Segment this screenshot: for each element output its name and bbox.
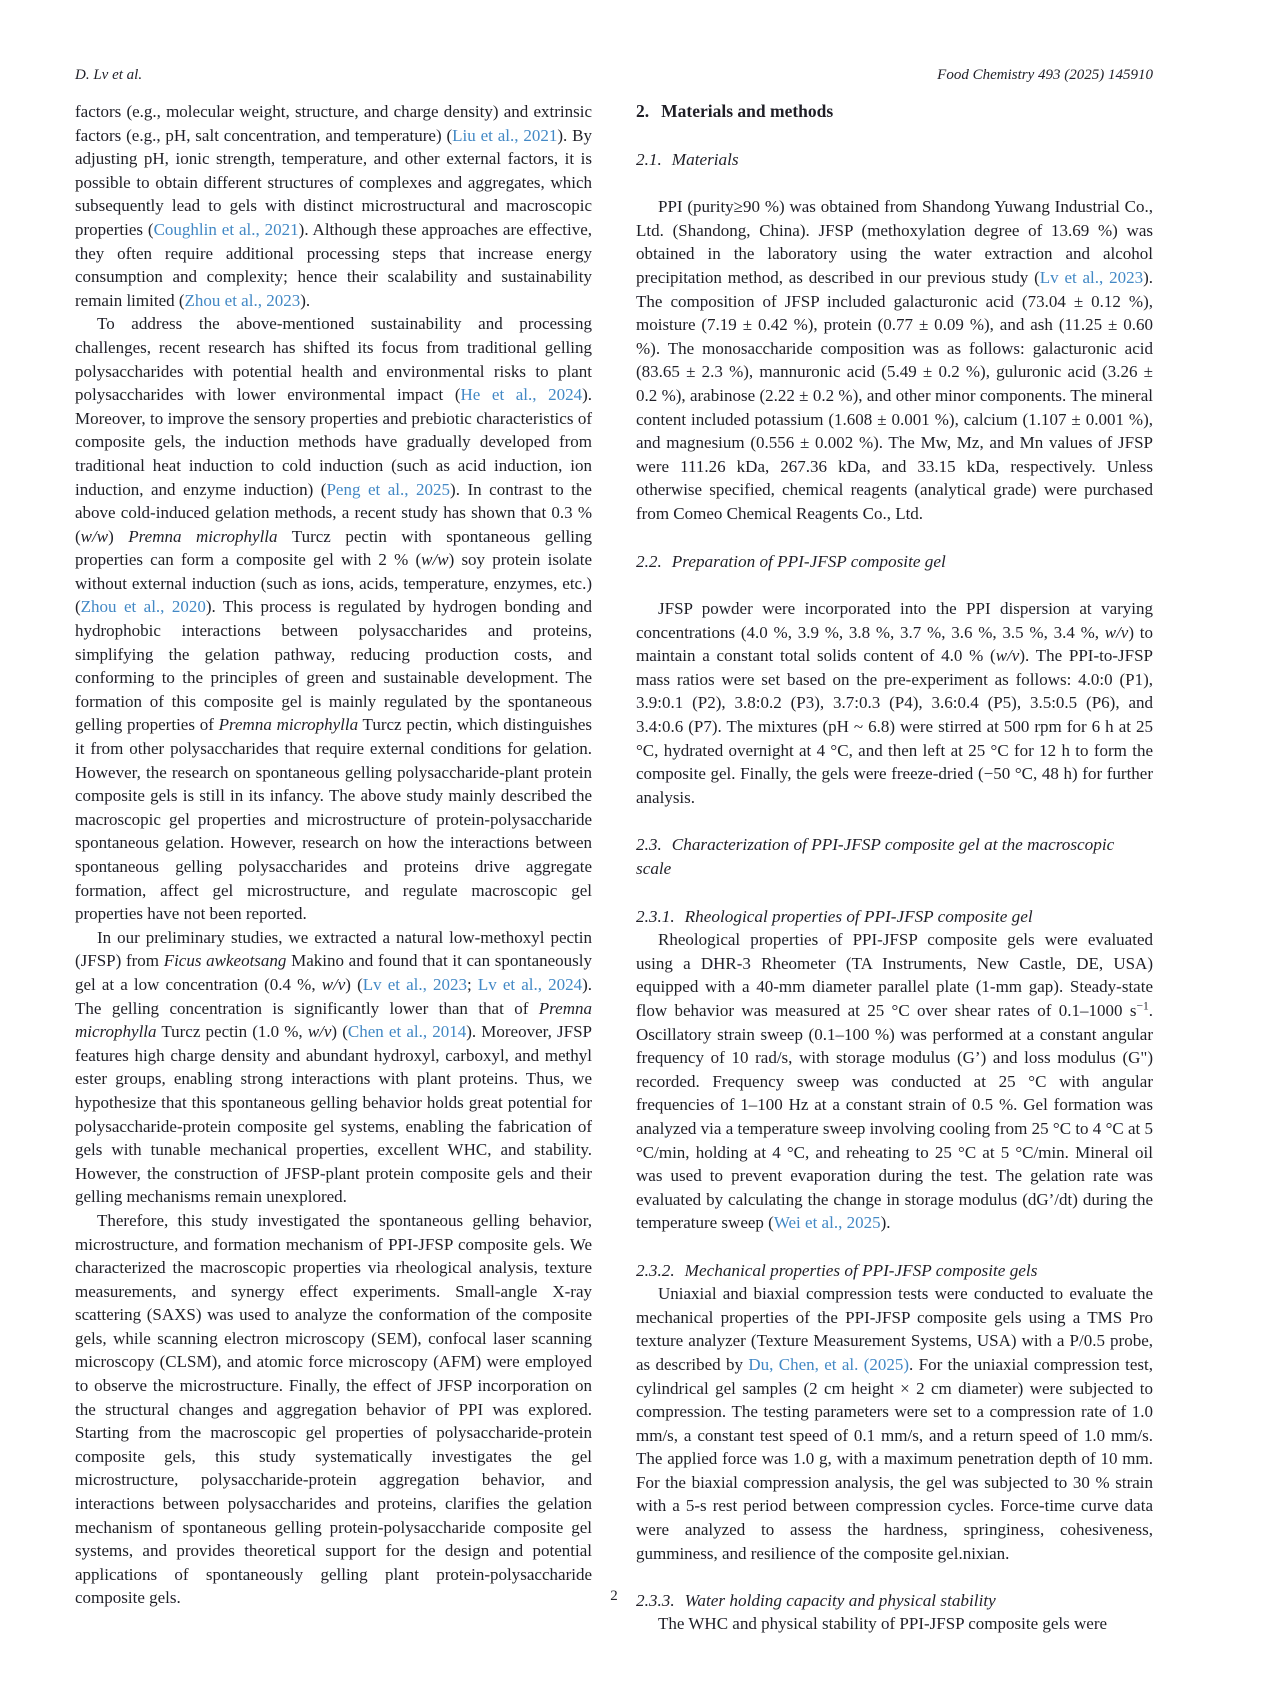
italic-text: w/v bbox=[307, 1022, 332, 1042]
citation-link[interactable]: Lv et al., 2023 bbox=[1039, 267, 1144, 287]
section-heading bbox=[636, 905, 1153, 929]
citation-link[interactable]: Wei et al., 2025 bbox=[773, 1213, 881, 1233]
article-body bbox=[75, 100, 1153, 1636]
section-heading bbox=[636, 1259, 1153, 1283]
section-number: 2.1. bbox=[636, 149, 662, 169]
italic-text: Premna microphylla bbox=[75, 998, 592, 1042]
section-number: 2.3. bbox=[636, 835, 662, 855]
citation-link[interactable]: Peng et al., 2025 bbox=[326, 479, 451, 499]
italic-text: w/w bbox=[421, 550, 449, 570]
paragraph: The WHC and physical stability of PPI-JFSP composite gels were bbox=[658, 1614, 1108, 1634]
header-authors: D. Lv et al. bbox=[75, 67, 143, 83]
section-number: 2.3.3. bbox=[636, 1590, 675, 1610]
paragraph: Rheological properties of PPI-JFSP composite gels were evaluated using a DHR-3 Rheometer (TA Instruments, New Castle, DE, USA) equipped with a 40-mm diameter parallel plate (1-mm gap). Steady-state flow behavior was measured at 25 °C over shear rates of 0.1–1000 $s^{-1}$. Oscillatory strain sweep (0.1–100 %) was performed at a constant angular frequency of 10 rad/s, with storage modulus (G’) and loss modulus (G") recorded. Frequency sweep was conducted at 25 °C with angular frequencies of 1–100 Hz at a constant strain of 0.5 %. Gel formation was analyzed via a temperature sweep involving cooling from 25 °C to 4 °C at 5 °C/min, holding at 4 °C, and reheating to 25 °C at 5 °C/min. Mineral oil was used to prevent evaporation during the test. The gelation rate was evaluated by calculating the change in storage modulus (dG’/dt) during the temperature sweep (Wei et al., 2025). bbox=[636, 930, 1153, 1233]
section-heading bbox=[636, 100, 1153, 124]
section-heading bbox=[636, 148, 1153, 172]
italic-text: w/v bbox=[1104, 622, 1129, 642]
italic-text: w/v bbox=[995, 646, 1020, 666]
section-number: 2.3.1. bbox=[636, 906, 675, 926]
section-title: Rheological properties of PPI-JFSP composite gel bbox=[684, 906, 1033, 926]
italic-text: w/w bbox=[80, 526, 109, 546]
paragraph: In our preliminary studies, we extracted a natural low-methoxyl pectin (JFSP) from Ficus awkeotsang Makino and found that it can spontaneously gel at a low concentration (0.4 %, w/v) (Lv et al., 2023; Lv et al., 2024). The gelling concentration is significantly lower than that of Premna microphylla Turcz pectin (1.0 %, w/v) (Chen et al., 2014). Moreover, JFSP features high charge density and abundant hydroxyl, carboxyl, and methyl ester groups, enabling strong interactions with plant proteins. Thus, we hypothesize that this spontaneous gelling behavior holds great potential for polysaccharide-protein composite gel systems, enabling the fabrication of gels with tunable mechanical properties, excellent WHC, and stability. However, the construction of JFSP-plant protein composite gels and their gelling mechanisms remain unexplored. bbox=[75, 927, 593, 1207]
paragraph: To address the above-mentioned sustainability and processing challenges, recent research has shifted its focus from traditional gelling polysaccharides with potential health and environmental risks to plant polysaccharides with lower environmental impact (He et al., 2024). Moreover, to improve the sensory properties and prebiotic characteristics of composite gels, the induction methods have gradually developed from traditional heat induction to cold induction (such as acid induction, ion induction, and enzyme induction) (Peng et al., 2025). In contrast to the above cold-induced gelation methods, a recent study has shown that 0.3 % (w/w) Premna microphylla Turcz pectin with spontaneous gelling properties can form a composite gel with 2 % (w/w) soy protein isolate without external induction (such as ions, acids, temperature, enzymes, etc.) (Zhou et al., 2020). This process is regulated by hydrogen bonding and hydrophobic interactions between polysaccharides and proteins, simplifying the gelation pathway, reducing production costs, and conforming to the principles of green and sustainable development. The formation of this composite gel is mainly regulated by the spontaneous gelling properties of Premna microphylla Turcz pectin, which distinguishes it from other polysaccharides that require external conditions for gelation. However, the research on spontaneous gelling polysaccharide-plant protein composite gels is still in its infancy. The above study mainly described the macroscopic gel properties and microstructure of protein-polysaccharide spontaneous gelation. However, research on how the interactions between spontaneous gelling polysaccharides and proteins drive aggregate formation, affect gel microstructure, and regulate macroscopic gel properties have not been reported. bbox=[75, 314, 593, 924]
paragraph: PPI (purity≥90 %) was obtained from Shandong Yuwang Industrial Co., Ltd. (Shandong, China). JFSP (methoxylation degree of 13.69 %) was obtained in the laboratory using the water extraction and alcohol precipitation method, as described in our previous study (Lv et al., 2023). The composition of JFSP included galacturonic acid (73.04 ± 0.12 %), moisture (7.19 ± 0.42 %), protein (0.77 ± 0.09 %), and ash (11.25 ± 0.60 %). The monosaccharide composition was as follows: galacturonic acid (83.65 ± 2.3 %), mannuronic acid (5.49 ± 0.2 %), guluronic acid (3.26 ± 0.2 %), arabinose (2.22 ± 0.2 %), and other minor components. The mineral content included potassium (1.608 ± 0.001 %), calcium (1.107 ± 0.001 %), and magnesium (0.556 ± 0.002 %). The Mw, Mz, and Mn values of JFSP were 111.26 kDa, 267.36 kDa, and 33.15 kDa, respectively. Unless otherwise specified, chemical reagents (analytical grade) were purchased from Comeo Chemical Reagents Co., Ltd. bbox=[636, 197, 1153, 523]
paragraph: Therefore, this study investigated the spontaneous gelling behavior, microstructure, and formation mechanism of PPI-JFSP composite gels. We characterized the macroscopic properties via rheological analysis, texture measurements, and synergy effect experiments. Small-angle X-ray scattering (SAXS) was used to analyze the conformation of the composite gels, while scanning electron microscopy (SEM), confocal laser scanning microscopy (CLSM), and atomic force microscopy (AFM) were employed to observe the microstructure. Finally, the effect of JFSP incorporation on the structural changes and aggregation behavior of PPI was explored. Starting from the macroscopic gel properties of polysaccharide-protein composite gels, this study systematically investigates the gel microstructure, polysaccharide-protein aggregation behavior, and interactions between polysaccharides and proteins, clarifies the gelation mechanism of spontaneous gelling protein-polysaccharide composite gel systems, and provides theoretical support for the design and potential applications of spontaneously gelling plant protein-polysaccharide composite gels. bbox=[75, 1210, 592, 1608]
section-title: Materials and methods bbox=[661, 101, 834, 121]
superscript-text: −1 bbox=[1136, 999, 1149, 1013]
section-heading bbox=[636, 550, 1153, 574]
citation-link[interactable]: Du, Chen, et al. (2025) bbox=[748, 1354, 910, 1374]
citation-link[interactable]: Zhou et al., 2020 bbox=[80, 597, 206, 617]
paragraph: JFSP powder were incorporated into the PPI dispersion at varying concentrations (4.0 %, 3.9 %, 3.8 %, 3.7 %, 3.6 %, 3.5 %, 3.4 %, w/v) to maintain a constant total solids content of 4.0 % (w/v). The PPI-to-JFSP mass ratios were set based on the pre-experiment as follows: 4.0:0 (P1), 3.9:0.1 (P2), 3.8:0.2 (P3), 3.7:0.3 (P4), 3.6:0.4 (P5), 3.5:0.5 (P6), and 3.4:0.6 (P7). The mixtures (pH ~ 6.8) were stirred at 500 rpm for 6 h at 25 °C, hydrated overnight at 4 °C, and then left at 25 °C for 12 h to form the composite gel. Finally, the gels were freeze-dried (−50 °C, 48 h) for further analysis. bbox=[636, 599, 1153, 807]
citation-link[interactable]: Chen et al., 2014 bbox=[347, 1022, 467, 1042]
section-title: Water holding capacity and physical stability bbox=[684, 1590, 996, 1610]
citation-link[interactable]: Liu et al., 2021 bbox=[452, 125, 558, 145]
citation-link[interactable]: He et al., 2024 bbox=[460, 385, 583, 405]
section-heading bbox=[636, 833, 1153, 880]
citation-link[interactable]: Lv et al., 2023 bbox=[362, 974, 467, 994]
section-number: 2.2. bbox=[636, 551, 662, 571]
italic-text: w/v bbox=[321, 974, 346, 994]
section-title: Materials bbox=[671, 149, 739, 169]
paragraph: factors (e.g., molecular weight, structure, and charge density) and extrinsic factors (e.g., pH, salt concentration, and temperature) (Liu et al., 2021). By adjusting pH, ionic strength, temperature, and other external factors, it is possible to obtain different structures of complexes and aggregates, which subsequently lead to gels with distinct microstructural and macroscopic properties (Coughlin et al., 2021). Although these approaches are effective, they often require additional processing steps that increase energy consumption and complexity; hence their scalability and sustainability remain limited (Zhou et al., 2023). bbox=[75, 102, 592, 310]
section-title: Mechanical properties of PPI-JFSP composite gels bbox=[684, 1260, 1038, 1280]
running-header bbox=[75, 66, 1153, 84]
page-number: 2 bbox=[610, 1588, 618, 1604]
citation-link[interactable]: Lv et al., 2024 bbox=[477, 974, 583, 994]
section-title: Characterization of PPI-JFSP composite gel at the macroscopic scale bbox=[636, 835, 1115, 879]
italic-text: Ficus awkeotsang bbox=[163, 951, 287, 971]
section-number: 2.3.2. bbox=[636, 1260, 675, 1280]
right-column bbox=[636, 100, 1153, 1636]
left-column bbox=[75, 100, 592, 1636]
paragraph: Uniaxial and biaxial compression tests were conducted to evaluate the mechanical properties of the PPI-JFSP composite gels using a TMS Pro texture analyzer (Texture Measurement Systems, USA) with a P/0.5 probe, as described by Du, Chen, et al. (2025). For the uniaxial compression test, cylindrical gel samples (2 cm height × 2 cm diameter) were subjected to compression. The testing parameters were set to a compression rate of 1.0 mm/s, a constant test speed of 0.1 mm/s, and a return speed of 1.0 mm/s. The applied force was 1.0 g, with a maximum penetration depth of 10 mm. For the biaxial compression analysis, the gel was subjected to 30 % strain with a 5-s rest period between compression cycles. Force-time curve data were analyzed to assess the hardness, springiness, cohesiveness, gumminess, and resilience of the composite gel.nixian. bbox=[636, 1284, 1153, 1563]
section-title: Preparation of PPI-JFSP composite gel bbox=[671, 551, 946, 571]
citation-link[interactable]: Zhou et al., 2023 bbox=[184, 290, 301, 310]
italic-text: Premna microphylla bbox=[128, 526, 278, 546]
italic-text: Premna microphylla bbox=[218, 715, 359, 735]
section-number: 2. bbox=[636, 101, 650, 121]
citation-link[interactable]: Coughlin et al., 2021 bbox=[153, 219, 299, 239]
header-journal-citation: Food Chemistry 493 (2025) 145910 bbox=[937, 67, 1153, 83]
page-footer bbox=[75, 1588, 1153, 1605]
